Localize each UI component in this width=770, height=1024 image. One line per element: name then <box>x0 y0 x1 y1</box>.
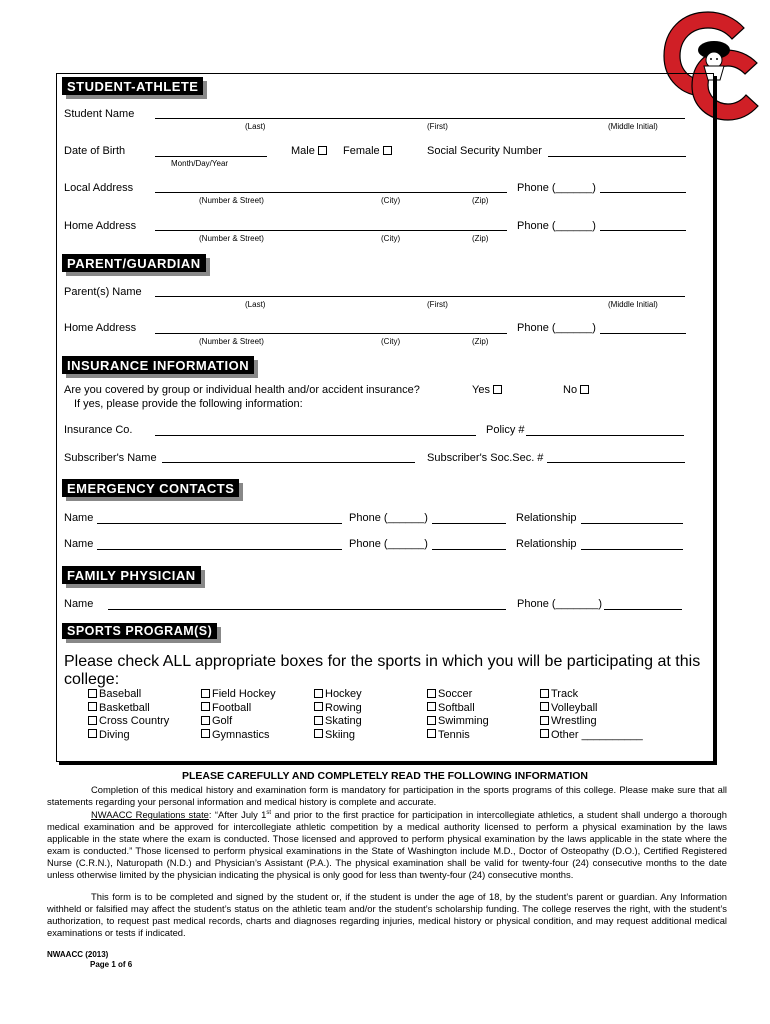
footer-page: Page 1 of 6 <box>90 960 133 969</box>
sport-checkbox[interactable] <box>314 702 323 711</box>
home-zip-hint: (Zip) <box>472 234 489 243</box>
home-address-label: Home Address <box>64 220 137 232</box>
sport-checkbox[interactable] <box>427 702 436 711</box>
sport-label: Other __________ <box>551 728 643 741</box>
sports-column <box>314 688 362 742</box>
info-p2-sup: st <box>266 810 272 816</box>
sport-label: Rowing <box>325 701 362 714</box>
sport-option[interactable] <box>201 715 276 729</box>
sport-label: Field Hockey <box>212 688 276 700</box>
ssn-field[interactable] <box>548 156 686 157</box>
sport-option[interactable] <box>540 729 643 743</box>
sport-option[interactable] <box>201 729 276 743</box>
sport-checkbox[interactable] <box>427 729 436 738</box>
local-city-hint: (City) <box>381 196 401 205</box>
sport-option[interactable] <box>201 702 276 716</box>
local-address-field[interactable] <box>155 192 507 193</box>
sports-instruction: Please check ALL appropriate boxes for the sports in which you will be participating at this college: <box>64 653 701 688</box>
sport-checkbox[interactable] <box>88 702 97 711</box>
sport-option[interactable] <box>88 702 169 716</box>
yes-label: Yes <box>472 384 490 396</box>
emergency-2-name-label: Name <box>64 538 94 550</box>
sport-checkbox[interactable] <box>201 716 210 725</box>
physician-phone-label: Phone (_______) <box>517 598 603 610</box>
ssn-label: Social Security Number <box>427 145 542 157</box>
sport-option[interactable] <box>540 715 643 729</box>
yes-checkbox[interactable] <box>493 385 502 394</box>
physician-phone-field[interactable] <box>604 609 682 610</box>
emergency-2-name-field[interactable] <box>97 549 342 550</box>
parent-last-hint: (Last) <box>245 300 266 309</box>
local-street-hint: (Number & Street) <box>199 196 264 205</box>
sport-label: Diving <box>99 728 130 741</box>
insurance-followup: If yes, please provide the following information: <box>74 398 303 410</box>
parent-street-hint: (Number & Street) <box>199 337 264 346</box>
info-p2-b: and prior to the first practice for participation in intercollegiate athletics, a student shall undergo a thorough medical examination and be approved for intercollegiate athletic competition by a medical authority licensed to perform a physical examination by the laws applicable in the state where the exam is conducted. Those licensed and approved to perform physical examination by the laws applicable in the state where the exam is conducted.” Those licensed to perform physical examinations in the State of Washington include M.D., Doctor of Osteopathy (D.O.), Certified Registered Nurse (C.R.N.), Naturopath (N.D.) and Physician’s Assistant (P.A.). The physical examination shall be valid for twenty-four (24) consecutive months to the date unless otherwise limited by the physician indicating the physical is only good for less than twenty-four (24) consecutive months. <box>47 809 727 880</box>
sport-checkbox[interactable] <box>314 716 323 725</box>
parent-first-hint: (First) <box>427 300 448 309</box>
emergency-2-relationship-label: Relationship <box>516 538 577 550</box>
sport-label: Baseball <box>99 688 142 700</box>
sport-label: Tennis <box>438 728 470 741</box>
emergency-1-relationship-label: Relationship <box>516 512 577 524</box>
student-first-hint: (First) <box>427 122 448 131</box>
sport-label: Track <box>551 688 579 700</box>
subscriber-ssn-label: Subscriber's Soc.Sec. # <box>427 452 544 464</box>
local-zip-hint: (Zip) <box>472 196 489 205</box>
sport-option[interactable] <box>314 715 362 729</box>
home-address-field[interactable] <box>155 230 507 231</box>
no-label: No <box>563 384 578 396</box>
sport-option[interactable] <box>88 729 169 743</box>
home-phone-field[interactable] <box>600 230 686 231</box>
male-option[interactable] <box>291 145 329 158</box>
subscriber-ssn-field[interactable] <box>547 462 685 463</box>
subscriber-name-field[interactable] <box>162 462 415 463</box>
policy-label: Policy # <box>486 424 525 436</box>
sport-option[interactable] <box>427 715 489 729</box>
sport-label: Gymnastics <box>212 728 270 741</box>
dob-label: Date of Birth <box>64 145 126 157</box>
info-paragraph-3: This form is to be completed and signed by the student or, if the student is under the age of 18, by the student’s parent or guardian. Any Information withheld or falsified may affect the student’s status on the athletic team and/or the student’s scholarship funding. The college reserves the right, with the student’s authorization, to request past medical records, charts and diagnoses regarding injuries, medical history or physical condition, and may request additional medical examinations or tests if indicated. <box>47 891 727 938</box>
insurance-question: Are you covered by group or individual health and/or accident insurance? <box>64 384 420 396</box>
sport-option[interactable] <box>540 702 643 716</box>
emergency-1-phone-label: Phone (______) <box>349 512 428 524</box>
sport-option[interactable] <box>314 702 362 716</box>
emergency-1-name-label: Name <box>64 512 94 524</box>
emergency-1-relationship-field[interactable] <box>581 523 683 524</box>
sport-label: Wrestling <box>551 715 597 727</box>
sport-checkbox[interactable] <box>540 702 549 711</box>
local-phone-field[interactable] <box>600 192 686 193</box>
emergency-header: EMERGENCY CONTACTS <box>62 479 239 497</box>
insurance-company-field[interactable] <box>155 435 476 436</box>
emergency-1-name-field[interactable] <box>97 523 342 524</box>
female-label: Female <box>343 145 380 157</box>
sport-checkbox[interactable] <box>314 729 323 738</box>
sport-checkbox[interactable] <box>88 729 97 738</box>
sport-checkbox[interactable] <box>540 689 549 698</box>
emergency-2-phone-field[interactable] <box>432 549 506 550</box>
sports-column <box>427 688 489 742</box>
sport-option[interactable] <box>314 688 362 702</box>
student-athlete-header: STUDENT-ATHLETE <box>62 77 203 95</box>
parent-phone-label: Phone (______) <box>517 322 596 334</box>
info-p2-a: : “After July 1 <box>208 809 267 821</box>
sport-checkbox[interactable] <box>201 702 210 711</box>
sports-program-header: SPORTS PROGRAM(S) <box>62 623 217 639</box>
sport-option[interactable] <box>88 715 169 729</box>
sport-label: Hockey <box>325 688 362 700</box>
sport-label: Skiing <box>325 728 355 741</box>
nwaacc-regulations-label: NWAACC Regulations state <box>91 809 209 821</box>
sports-column <box>88 688 169 742</box>
sport-option[interactable] <box>427 688 489 702</box>
parent-guardian-header: PARENT/GUARDIAN <box>62 254 206 272</box>
local-address-label: Local Address <box>64 182 134 194</box>
parent-zip-hint: (Zip) <box>472 337 489 346</box>
info-paragraph-1: Completion of this medical history and examination form is mandatory for participation in the sports programs of this college. Please make sure that all statements regarding your personal information and medical history is complete and accurate. <box>47 784 727 807</box>
male-checkbox[interactable] <box>318 146 327 155</box>
info-paragraph-2 <box>47 808 727 881</box>
sport-label: Cross Country <box>99 715 170 727</box>
student-name-label: Student Name <box>64 108 135 120</box>
male-label: Male <box>291 145 315 157</box>
dob-field[interactable] <box>155 156 267 157</box>
female-option[interactable] <box>343 145 394 158</box>
policy-field[interactable] <box>526 435 684 436</box>
student-middle-hint: (Middle Initial) <box>608 122 658 131</box>
student-last-hint: (Last) <box>245 122 266 131</box>
insurance-no-option[interactable] <box>563 384 591 397</box>
sport-option[interactable] <box>427 729 489 743</box>
insurance-yes-option[interactable] <box>472 384 504 397</box>
sport-checkbox[interactable] <box>88 689 97 698</box>
parent-home-address-label: Home Address <box>64 322 137 334</box>
physician-header: FAMILY PHYSICIAN <box>62 566 201 584</box>
female-checkbox[interactable] <box>383 146 392 155</box>
insurance-header: INSURANCE INFORMATION <box>62 356 254 374</box>
sport-checkbox[interactable] <box>201 689 210 698</box>
sport-checkbox[interactable] <box>540 729 549 738</box>
subscriber-name-label: Subscriber's Name <box>64 452 157 464</box>
physician-name-field[interactable] <box>108 609 506 610</box>
local-phone-label: Phone (______) <box>517 182 596 194</box>
emergency-1-phone-field[interactable] <box>432 523 506 524</box>
sport-option[interactable] <box>540 688 643 702</box>
parent-phone-field[interactable] <box>600 333 686 334</box>
no-checkbox[interactable] <box>580 385 589 394</box>
emergency-2-relationship-field[interactable] <box>581 549 683 550</box>
parent-city-hint: (City) <box>381 337 401 346</box>
sport-label: Football <box>212 701 252 714</box>
sport-label: Basketball <box>99 701 150 714</box>
info-title: PLEASE CAREFULLY AND COMPLETELY READ THE FOLLOWING INFORMATION <box>181 770 588 782</box>
sport-option[interactable] <box>201 688 276 702</box>
sport-label: Golf <box>212 715 233 727</box>
sport-checkbox[interactable] <box>88 716 97 725</box>
sport-option[interactable] <box>427 702 489 716</box>
sport-label: Softball <box>438 701 475 714</box>
physician-name-label: Name <box>64 598 94 610</box>
emergency-2-phone-label: Phone (______) <box>349 538 428 550</box>
insurance-company-label: Insurance Co. <box>64 424 133 436</box>
sport-label: Swimming <box>438 715 489 727</box>
sport-checkbox[interactable] <box>427 689 436 698</box>
dob-hint: Month/Day/Year <box>171 159 229 168</box>
sport-option[interactable] <box>314 729 362 743</box>
sport-label: Skating <box>325 715 362 727</box>
sports-column <box>201 688 276 742</box>
student-name-field[interactable] <box>155 118 685 119</box>
sport-checkbox[interactable] <box>201 729 210 738</box>
sport-checkbox[interactable] <box>314 689 323 698</box>
footer-org: NWAACC (2013) <box>47 950 109 959</box>
sport-label: Soccer <box>438 688 473 700</box>
parent-middle-hint: (Middle Initial) <box>608 300 658 309</box>
sports-column <box>540 688 643 742</box>
home-city-hint: (City) <box>381 234 401 243</box>
parent-name-field[interactable] <box>155 296 685 297</box>
sport-checkbox[interactable] <box>427 716 436 725</box>
home-phone-label: Phone (______) <box>517 220 596 232</box>
home-street-hint: (Number & Street) <box>199 234 264 243</box>
sport-checkbox[interactable] <box>540 716 549 725</box>
sport-label: Volleyball <box>551 701 598 714</box>
parent-home-address-field[interactable] <box>155 333 507 334</box>
parent-name-label: Parent(s) Name <box>64 286 142 298</box>
sport-option[interactable] <box>88 688 169 702</box>
